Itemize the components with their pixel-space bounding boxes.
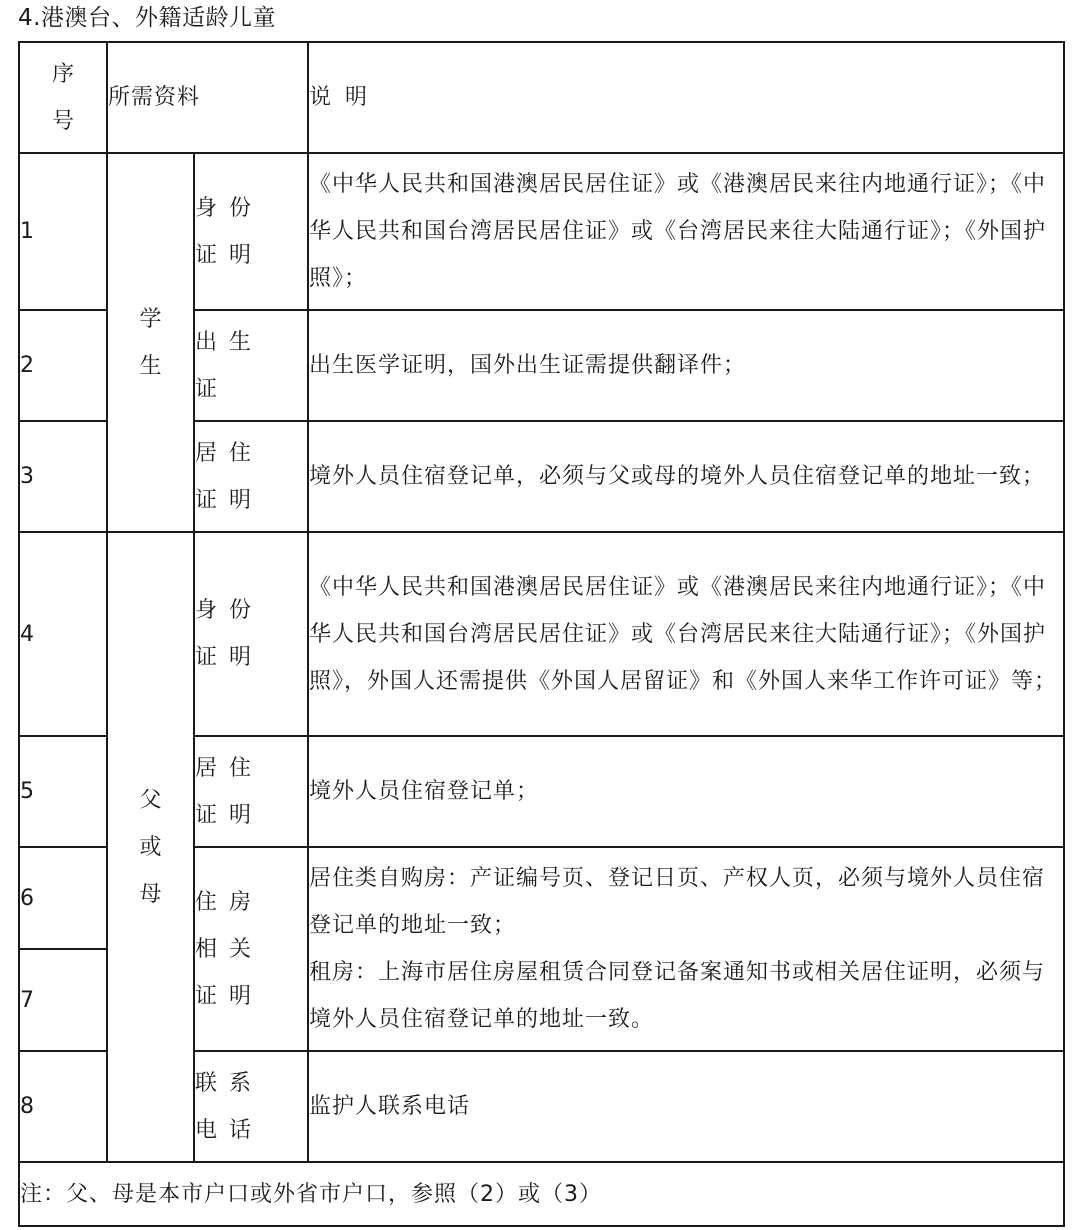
table-note-row	[19, 1162, 1064, 1226]
header-required-materials: 所需资料	[107, 42, 308, 153]
doc-description	[308, 847, 1064, 1051]
doc-description: 监护人联系电话	[308, 1051, 1064, 1162]
row-number: 4	[19, 532, 107, 736]
doc-type: 身份 证明	[194, 153, 308, 310]
doc-description: 境外人员住宿登记单，必须与父或母的境外人员住宿登记单的地址一致；	[308, 421, 1064, 532]
table-row	[19, 153, 1064, 310]
doc-type: 住房 相关 证明	[194, 847, 308, 1051]
table-note: 注：父、母是本市户口或外省市户口，参照（2）或（3）	[19, 1162, 1064, 1226]
group-parent: 父 或 母	[107, 532, 194, 1162]
doc-description-rented-housing: 租房：上海市居住房屋租赁合同登记备案通知书或相关居住证明，必须与境外人员住宿登记单的地址一致。	[309, 960, 1046, 1032]
doc-type: 身份 证明	[194, 532, 308, 736]
group-student: 学 生	[107, 153, 194, 532]
doc-type: 居住 证明	[194, 736, 308, 847]
doc-description: 《中华人民共和国港澳居民居住证》或《港澳居民来往内地通行证》；《中华人民共和国台湾居民居住证》或《台湾居民来往大陆通行证》；《外国护照》；	[308, 153, 1064, 310]
row-number: 6	[19, 847, 107, 949]
table-header-row	[19, 42, 1064, 153]
doc-description: 出生医学证明，国外出生证需提供翻译件；	[308, 310, 1064, 421]
doc-description: 境外人员住宿登记单；	[308, 736, 1064, 847]
page-heading: 4.港澳台、外籍适龄儿童	[18, 5, 276, 31]
row-number: 7	[19, 949, 107, 1051]
header-description: 说 明	[308, 42, 1064, 153]
header-serial-number: 序 号	[19, 42, 107, 153]
row-number: 8	[19, 1051, 107, 1162]
doc-description-owned-housing: 居住类自购房：产证编号页、登记日页、产权人页，必须与境外人员住宿登记单的地址一致；	[309, 866, 1046, 938]
row-number: 2	[19, 310, 107, 421]
requirements-table	[18, 41, 1065, 1227]
doc-description: 《中华人民共和国港澳居民居住证》或《港澳居民来往内地通行证》；《中华人民共和国台湾居民居住证》或《台湾居民来往大陆通行证》；《外国护照》，外国人还需提供《外国人居留证》和《外国人来华工作许可证》等；	[308, 532, 1064, 736]
doc-type: 出生 证	[194, 310, 308, 421]
row-number: 3	[19, 421, 107, 532]
row-number: 5	[19, 736, 107, 847]
doc-type: 联系 电话	[194, 1051, 308, 1162]
row-number: 1	[19, 153, 107, 310]
table-row	[19, 532, 1064, 736]
doc-type: 居住 证明	[194, 421, 308, 532]
